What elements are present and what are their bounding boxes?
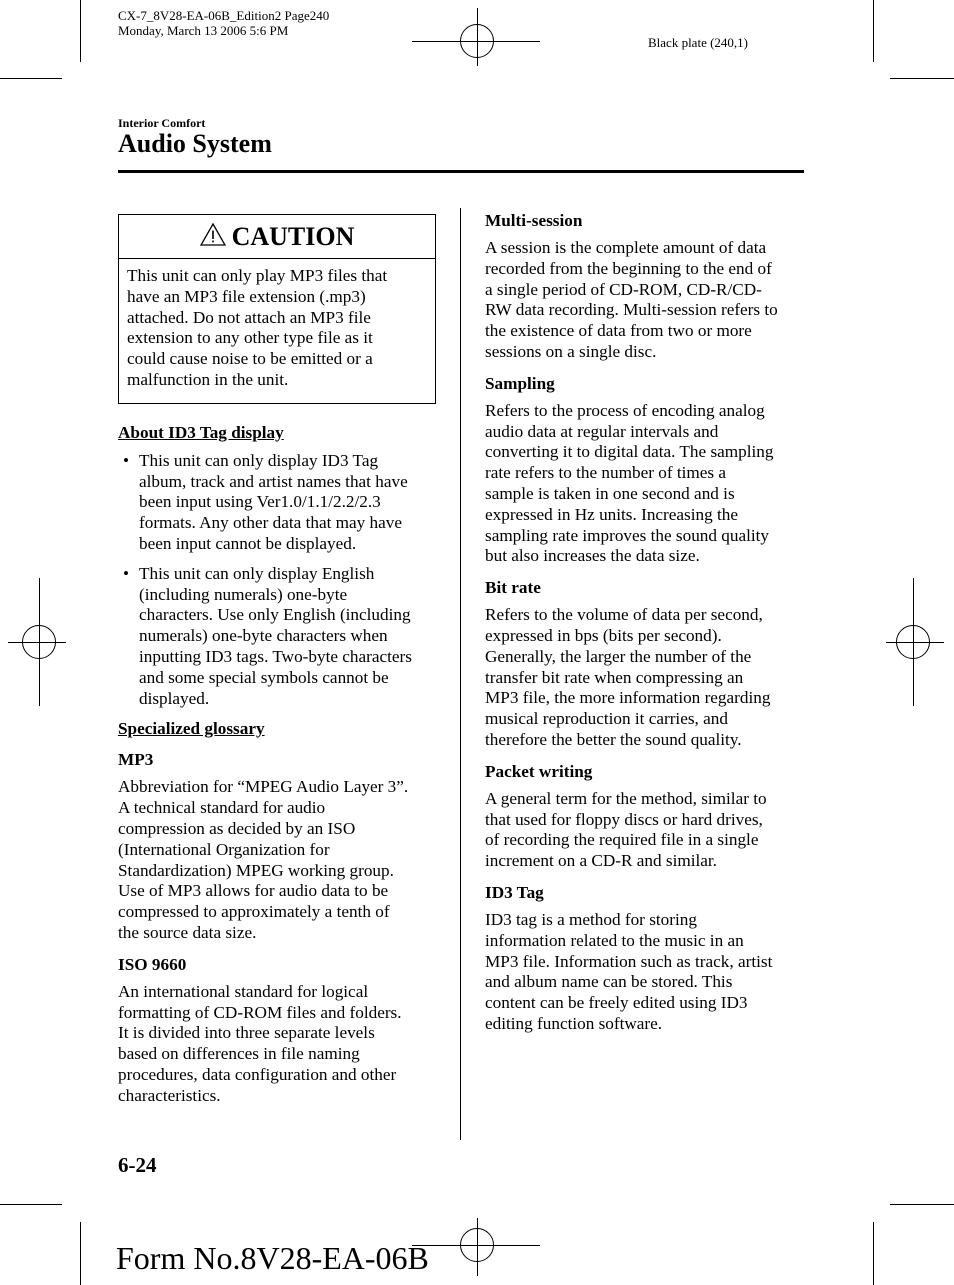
caution-line: attached. Do not attach an MP3 file <box>127 307 371 327</box>
crop-mark <box>477 1218 478 1276</box>
crop-mark <box>0 1204 62 1205</box>
glossary-term: Sampling <box>485 373 555 393</box>
crop-mark <box>80 1222 81 1285</box>
crop-mark <box>80 0 81 62</box>
crop-mark <box>0 78 62 79</box>
print-date-line: Monday, March 13 2006 5:6 PM <box>118 23 289 38</box>
column-divider <box>460 208 461 1140</box>
caution-line: could cause noise to be emitted or a <box>127 349 373 369</box>
glossary-term: MP3 <box>118 750 154 770</box>
crop-mark <box>412 1245 540 1246</box>
left-column <box>118 214 436 1107</box>
crop-mark <box>890 1204 954 1205</box>
glossary-term: Packet writing <box>485 761 593 781</box>
crop-mark <box>886 642 944 643</box>
glossary-definition: A session is the complete amount of data recorded from the beginning to the end of a single period of CD-ROM, CD-R/CD- RW data recording. Multi-session refers to the existence of data from two or more sessions on a single disc. <box>485 238 778 361</box>
crop-mark <box>477 8 478 66</box>
glossary-term: ID3 Tag <box>485 882 544 902</box>
glossary-definition: Refers to the process of encoding analog audio data at regular intervals and converting it to digital data. The sampling rate refers to the number of times a sample is taken in one second and is expressed in Hz units. Increasing the sampling rate improves the sound quality but also increases the data size. <box>485 400 774 566</box>
crop-mark <box>873 0 874 62</box>
title-rule <box>118 170 804 173</box>
glossary-definition: ID3 tag is a method for storing information related to the music in an MP3 file. Information such as track, artist and album name can be stored. This content can be freely edited using ID3 editing function software. <box>485 909 773 1033</box>
section-label: Interior Comfort <box>118 116 206 130</box>
caution-line: extension to any other type file as it <box>127 328 373 348</box>
caution-line: malfunction in the unit. <box>127 369 289 389</box>
page-title: Audio System <box>118 129 272 158</box>
glossary-definition: A general term for the method, similar to that used for floppy discs or hard drives, of recording the required file in a single increment on a CD-R and similar. <box>485 788 767 871</box>
glossary-term: ISO 9660 <box>118 954 187 974</box>
caution-line: have an MP3 file extension (.mp3) <box>127 286 366 306</box>
crop-mark <box>913 578 914 706</box>
black-plate-label: Black plate (240,1) <box>648 35 748 50</box>
warning-triangle-icon <box>200 223 226 251</box>
glossary-definition: Abbreviation for “MPEG Audio Layer 3”. A technical standard for audio compression as decided by an ISO (International Organization for Standardization) MPEG working group. Use of MP3 allows for audio data to be compressed to approximately a tenth of the source data size. <box>118 777 409 942</box>
crop-mark <box>890 78 954 79</box>
crop-mark <box>873 1222 874 1285</box>
id3-bullet-list <box>118 451 436 710</box>
caution-box <box>118 214 436 404</box>
crop-mark <box>39 578 40 706</box>
right-column <box>485 210 805 1035</box>
glossary-heading: Specialized glossary <box>118 719 265 739</box>
print-file-line: CX-7_8V28-EA-06B_Edition2 Page240 <box>118 8 330 23</box>
caution-header <box>119 215 435 259</box>
id3-display-heading: About ID3 Tag display <box>118 422 284 442</box>
caution-text <box>119 259 435 403</box>
page-number: 6-24 <box>118 1153 157 1177</box>
glossary-term: Multi-session <box>485 211 583 230</box>
glossary-definition: An international standard for logical formatting of CD-ROM files and folders. It is divided into three separate levels based on differences in file naming procedures, data configuration and other characteristics. <box>118 981 402 1105</box>
list-item: • This unit can only display ID3 Tag album, track and artist names that have been input using Ver1.0/1.1/2.2/2.3 formats. Any other data that may have been input cannot be displayed. <box>123 450 408 553</box>
crop-mark <box>412 41 540 42</box>
bullet-icon: • <box>123 563 130 583</box>
bullet-icon: • <box>123 450 130 470</box>
caution-line: This unit can only play MP3 files that <box>127 266 388 285</box>
list-item: • This unit can only display English (including numerals) one-byte characters. Use only English (including numerals) one-byte characters when inputting ID3 tags. Two-byte characters and some special symbols cannot be displayed. <box>123 563 412 708</box>
print-metadata <box>118 8 329 38</box>
crop-mark <box>8 642 66 643</box>
form-number: Form No.8V28-EA-06B <box>116 1240 429 1276</box>
glossary-definition: Refers to the volume of data per second, expressed in bps (bits per second). Generally, the larger the number of the transfer bit rate when compressing an MP3 file, the more information regarding musical reproduction it carries, and therefore the better the sound quality. <box>485 605 771 749</box>
caution-title: CAUTION <box>231 221 355 251</box>
glossary-term: Bit rate <box>485 578 541 598</box>
